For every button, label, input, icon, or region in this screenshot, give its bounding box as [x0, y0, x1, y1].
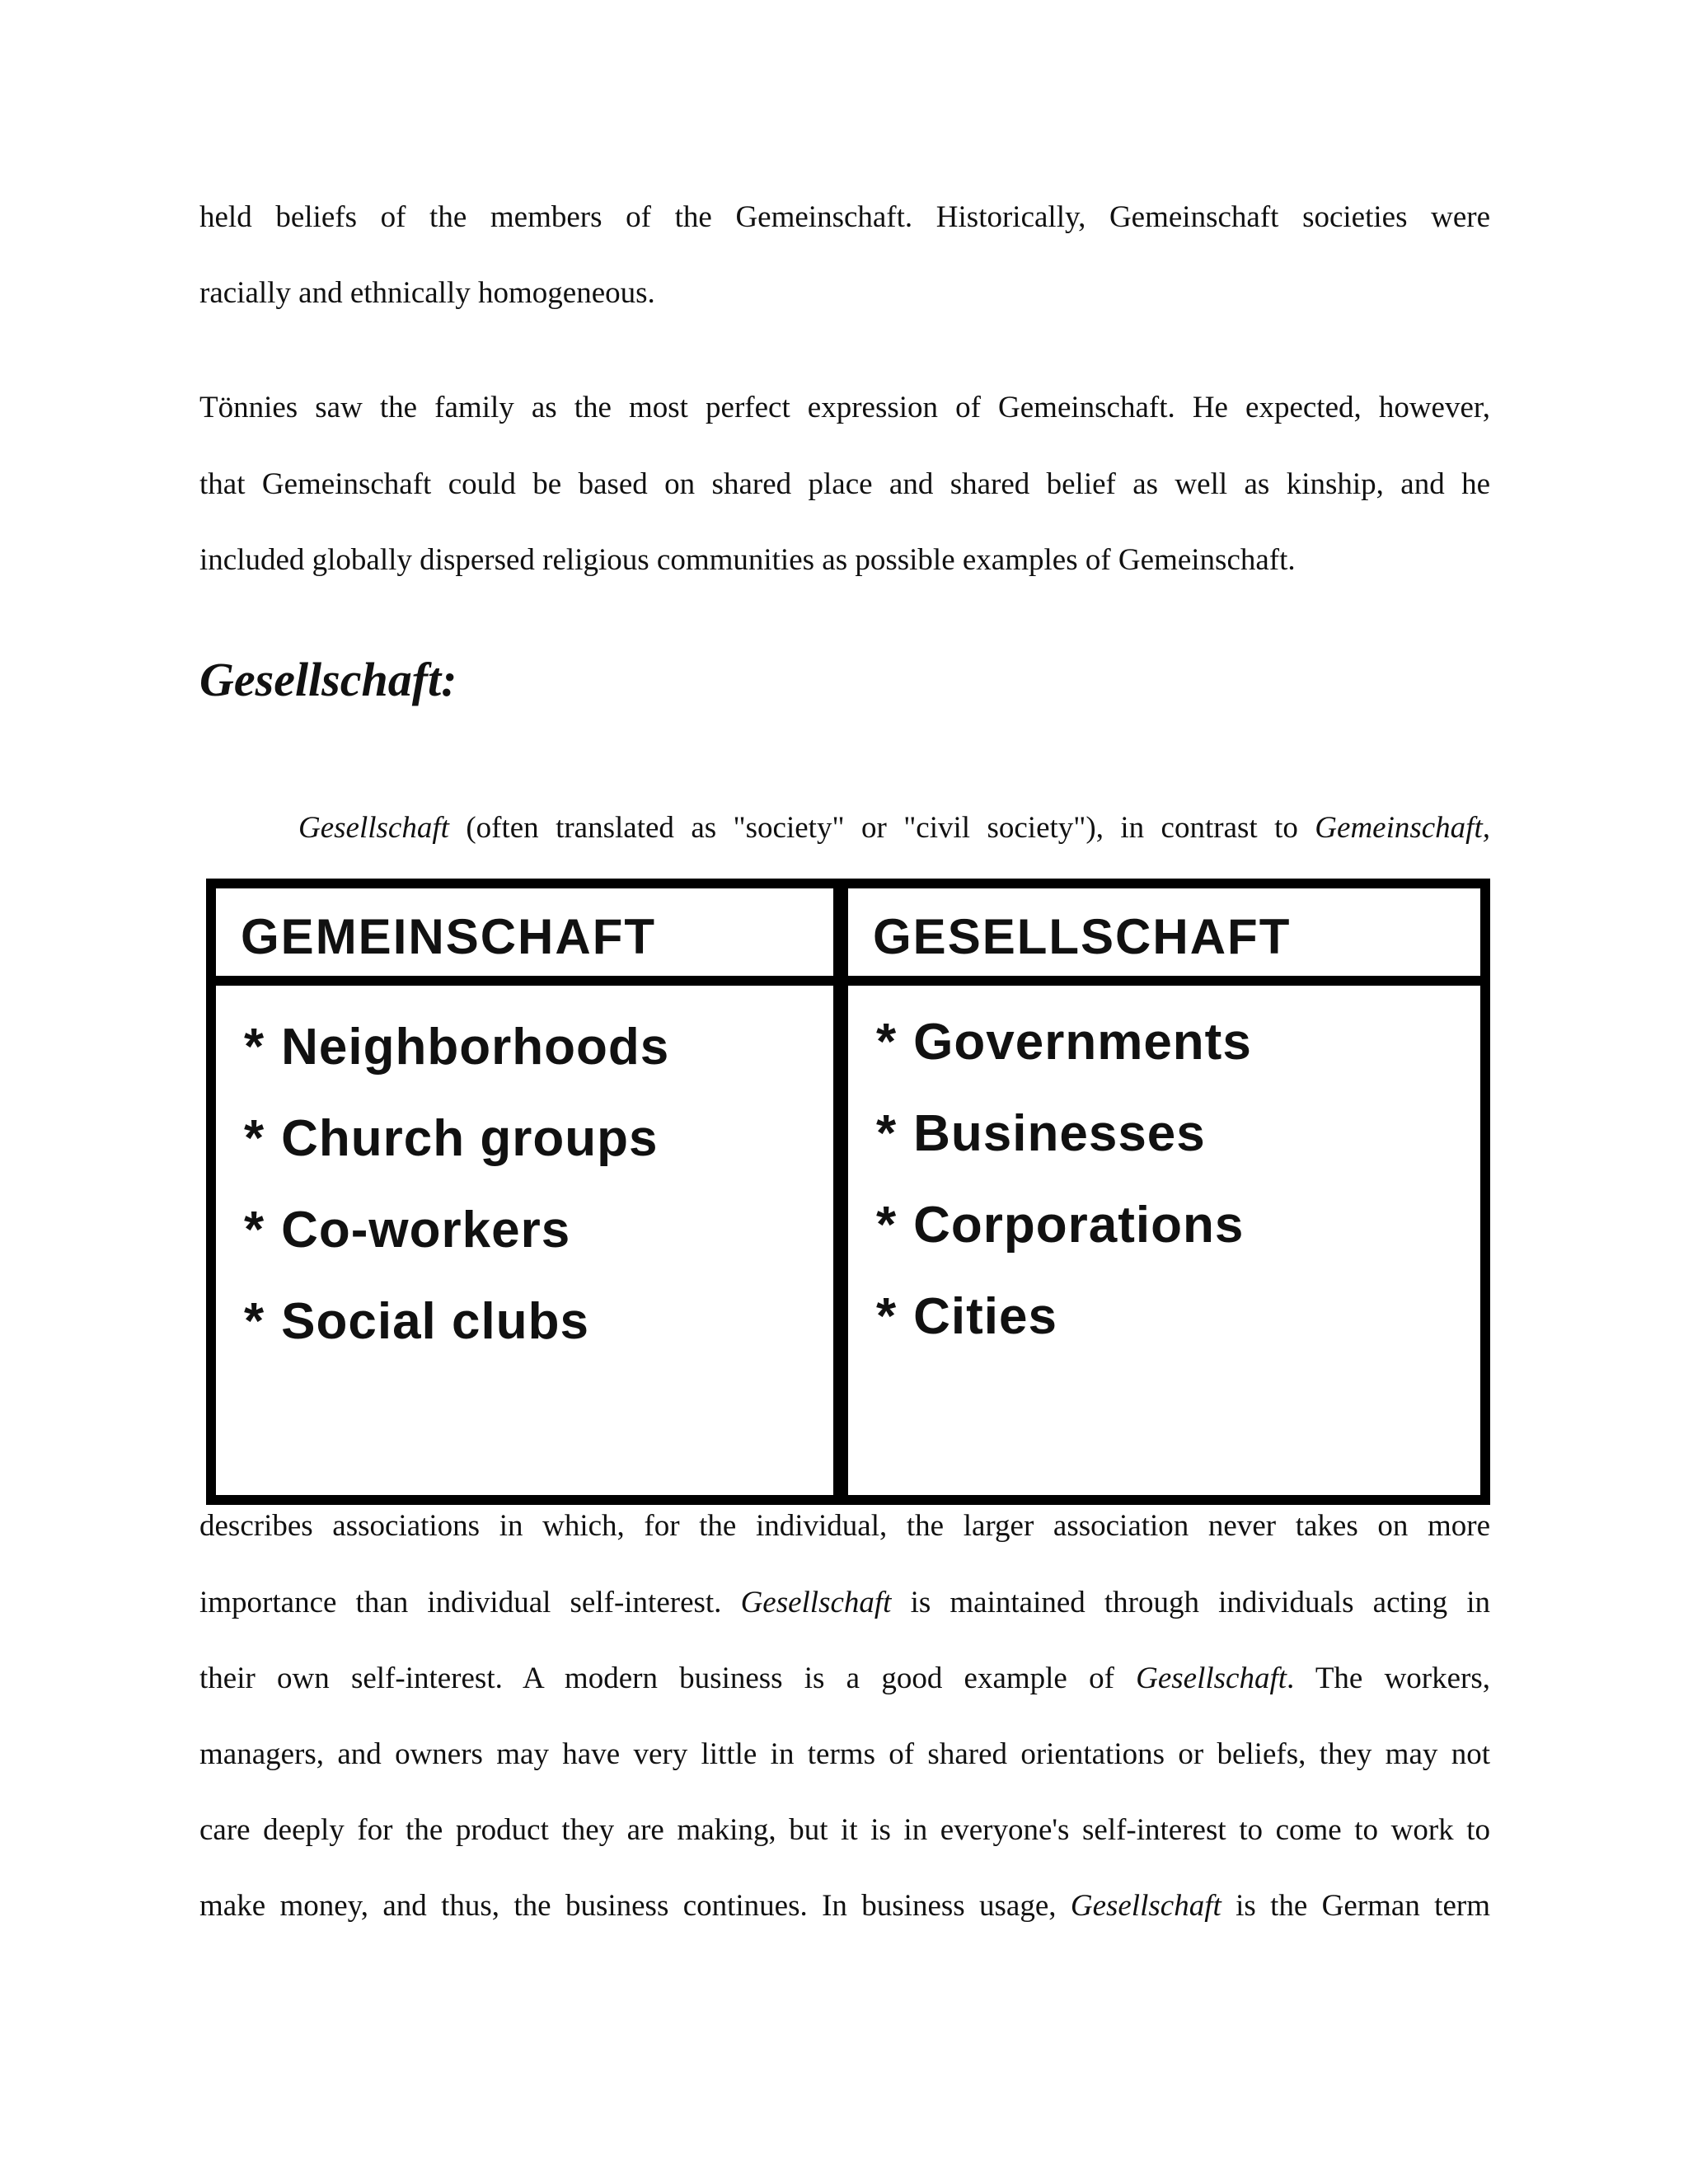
text-line: racially and ethnically homogeneous.	[199, 276, 655, 310]
section-heading: Gesellschaft:	[199, 653, 457, 706]
list-item-label: Church groups	[281, 1110, 659, 1167]
list-item	[876, 1105, 1480, 1197]
bullet-asterisk: *	[876, 1288, 898, 1345]
list-item-label: Neighborhoods	[281, 1019, 670, 1076]
term-gemeinschaft: Gemeinschaft,	[1315, 811, 1490, 845]
intro-line	[298, 810, 1490, 846]
list-item-label: Corporations	[913, 1197, 1245, 1254]
text-run: make money, and thus, the business continues. In business usage,	[199, 1889, 1071, 1923]
list-item	[244, 1293, 833, 1385]
bullet-asterisk: *	[244, 1293, 265, 1350]
column-header-gemeinschaft: GEMEINSCHAFT	[216, 888, 848, 986]
text-line: managers, and owners may have very little in terms of shared orientations or beliefs, they may not	[199, 1737, 1490, 1771]
bullet-asterisk: *	[876, 1197, 898, 1254]
term-gesellschaft: Gesellschaft	[740, 1586, 892, 1619]
list-item-label: Social clubs	[281, 1293, 589, 1350]
list-item-label: Businesses	[913, 1105, 1206, 1162]
text-line: included globally dispersed religious communities as possible examples of Gemeinschaft.	[199, 543, 1296, 577]
bullet-asterisk: *	[244, 1019, 265, 1076]
list-item-label: Governments	[913, 1014, 1252, 1071]
list-item-label: Cities	[913, 1288, 1057, 1345]
text-run: is maintained through individuals acting in	[891, 1586, 1490, 1619]
list-item	[876, 1288, 1480, 1380]
text-line: held beliefs of the members of the Gemeinschaft. Historically, Gemeinschaft societies were	[199, 200, 1490, 234]
list-item-label: Co-workers	[281, 1202, 571, 1258]
text-run: . The workers,	[1287, 1661, 1491, 1695]
bullet-asterisk: *	[876, 1105, 898, 1162]
bullet-asterisk: *	[244, 1110, 265, 1167]
term-gesellschaft: Gesellschaft	[1070, 1889, 1221, 1923]
gemeinschaft-list-cell	[216, 986, 848, 1495]
term-gesellschaft: Gesellschaft	[298, 811, 449, 845]
text-line	[199, 1888, 1490, 1924]
text-line: describes associations in which, for the individual, the larger association never takes on more	[199, 1509, 1490, 1543]
bullet-asterisk: *	[876, 1014, 898, 1071]
gemeinschaft-list	[244, 1019, 833, 1385]
column-header-gesellschaft: GESELLSCHAFT	[848, 888, 1480, 986]
text-line: Tönnies saw the family as the most perfect expression of Gemeinschaft. He expected, however,	[199, 391, 1490, 424]
list-item	[244, 1202, 833, 1293]
bullet-asterisk: *	[244, 1202, 265, 1258]
text-run: is the German term	[1221, 1889, 1490, 1923]
text-run: their own self-interest. A modern business is a good example of	[199, 1661, 1137, 1695]
list-item	[244, 1019, 833, 1110]
text-line: that Gemeinschaft could be based on shared place and shared belief as well as kinship, and he	[199, 467, 1490, 501]
text-line	[199, 1585, 1490, 1621]
list-item	[876, 1014, 1480, 1105]
comparison-table	[206, 879, 1490, 1505]
gesellschaft-list-cell	[848, 986, 1480, 1495]
list-item	[244, 1110, 833, 1202]
text-run: importance than individual self-interest.	[199, 1586, 741, 1619]
text-line	[199, 1661, 1490, 1697]
text-line: care deeply for the product they are making, but it is in everyone's self-interest to come to work to	[199, 1813, 1490, 1847]
list-item	[876, 1197, 1480, 1288]
gesellschaft-list	[876, 1014, 1480, 1380]
term-gesellschaft: Gesellschaft	[1136, 1661, 1287, 1695]
intro-text: (often translated as "society" or "civil society"), in contrast to	[448, 811, 1315, 845]
